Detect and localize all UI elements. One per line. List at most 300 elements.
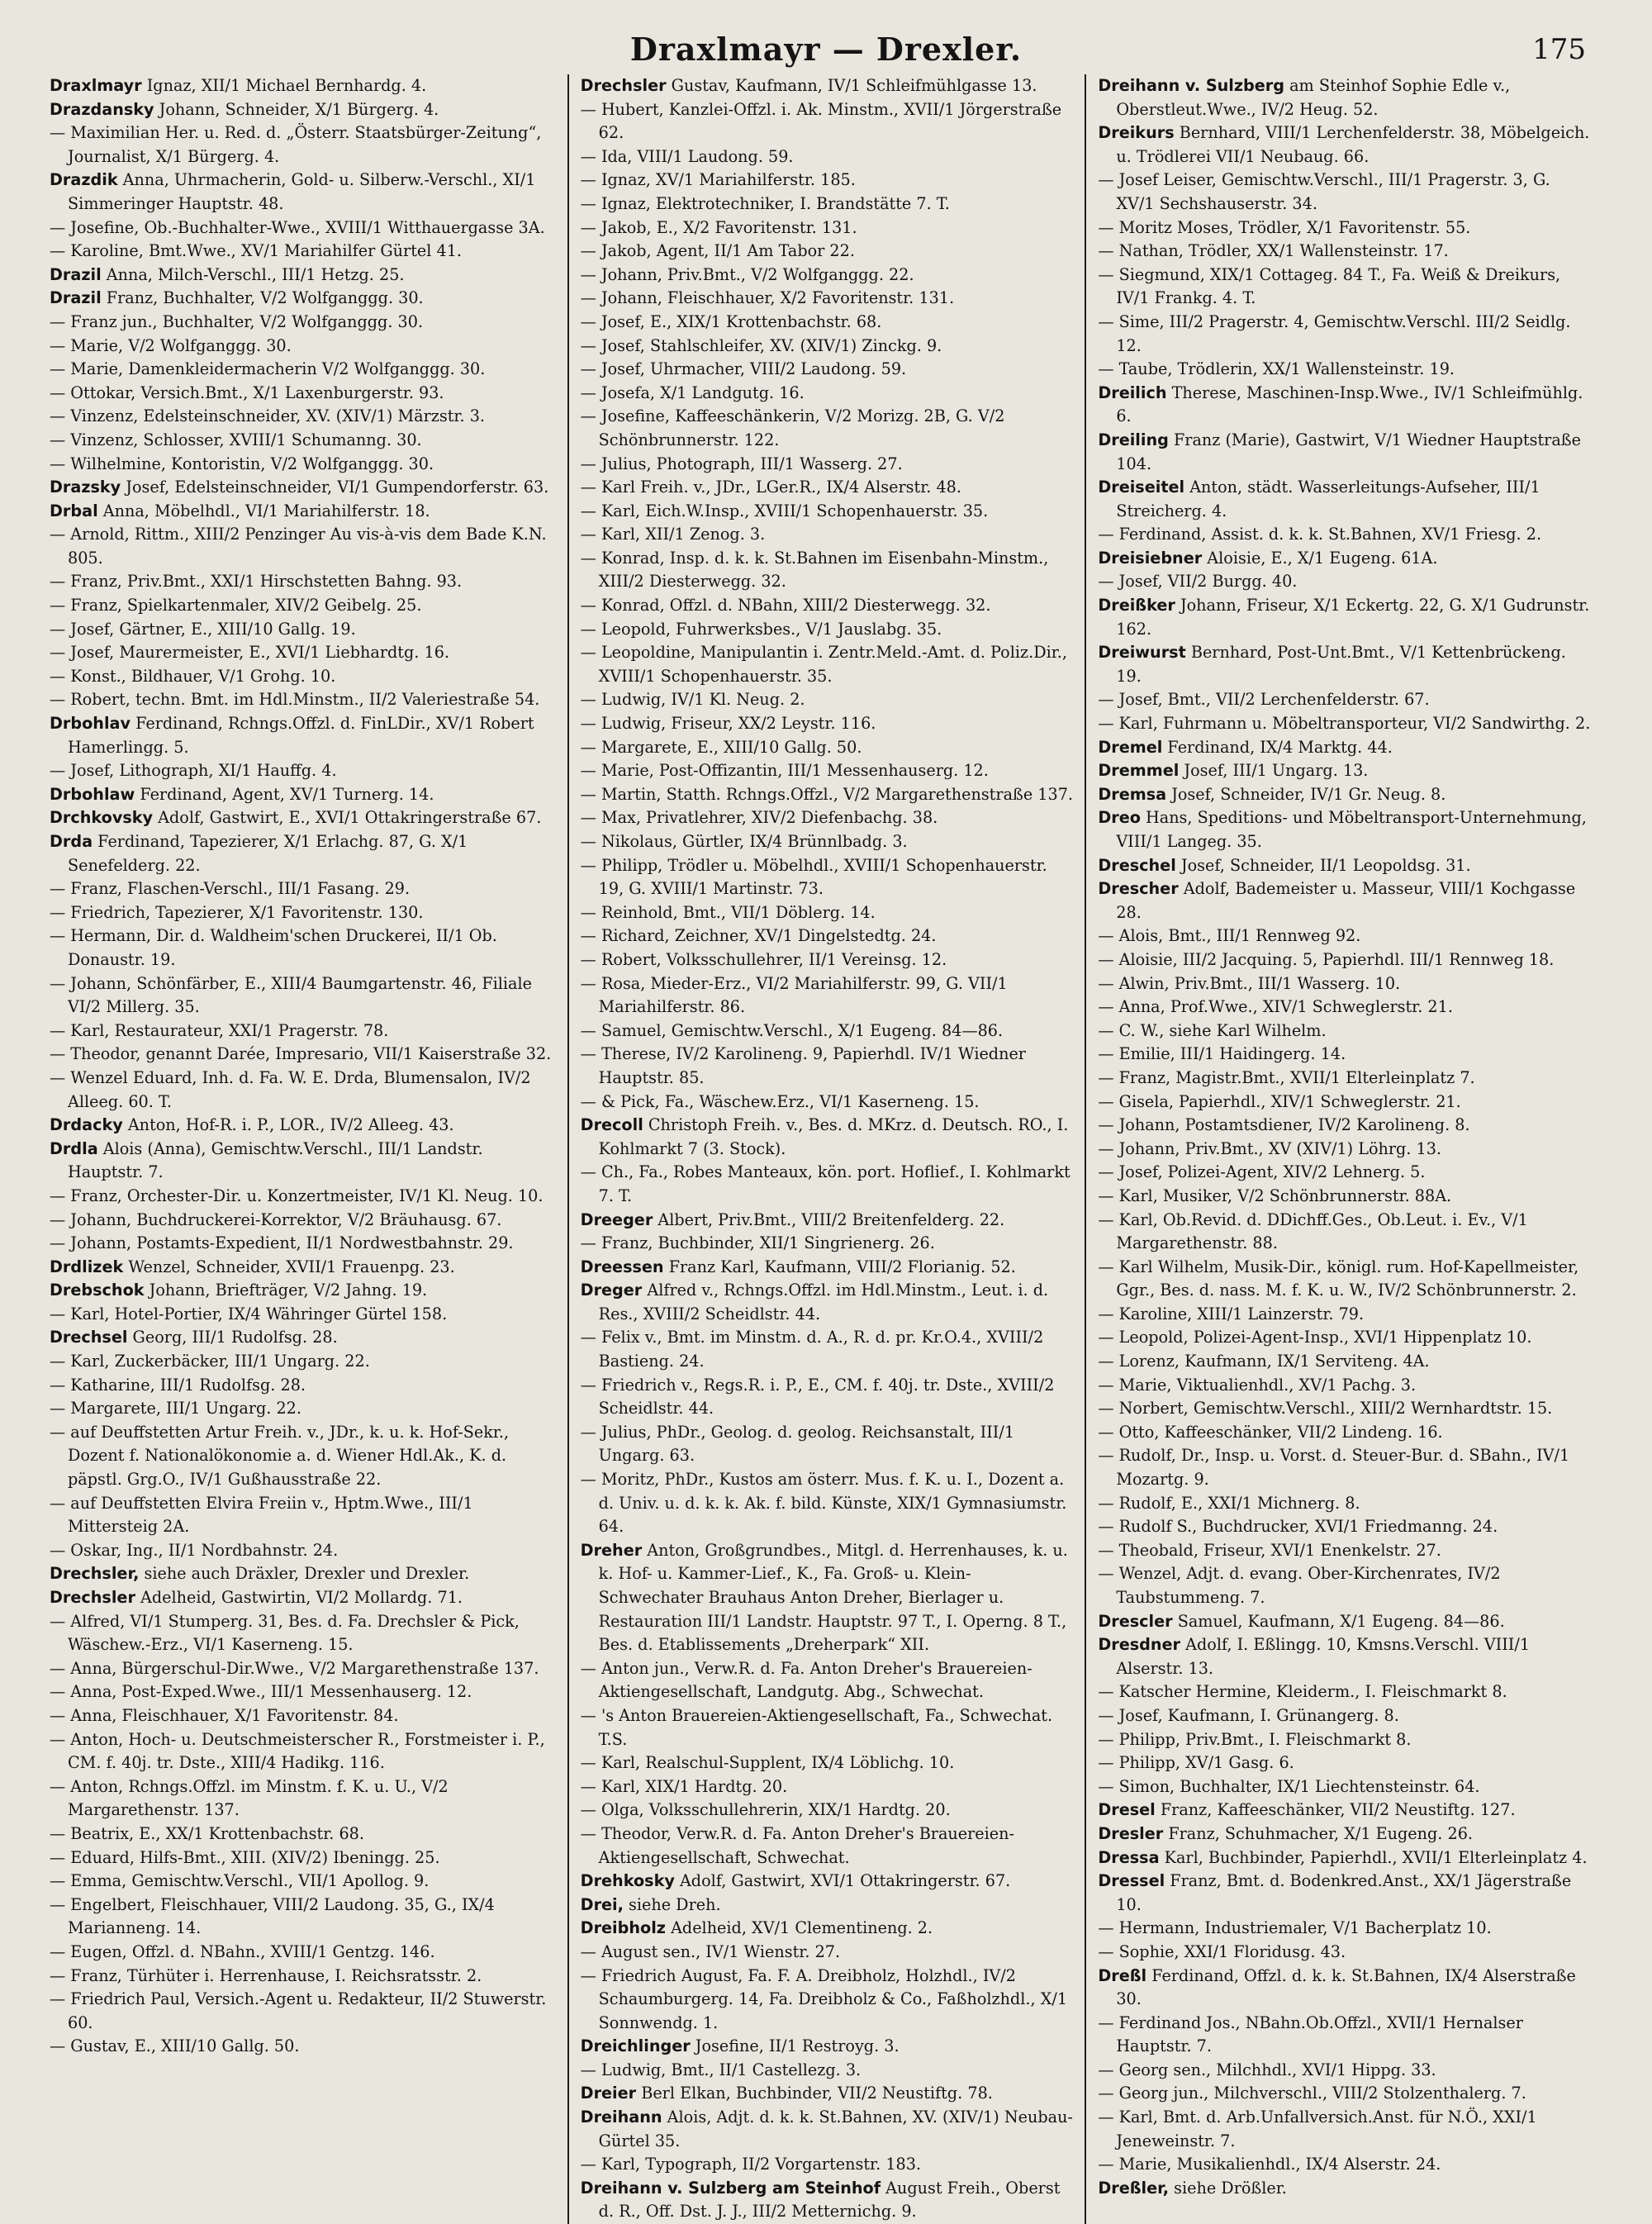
entry-text: Adolf, I. Eßlingg. 10, Kmsns.Verschl. VIII/1 Alserstr. 13. [1116, 1635, 1531, 1678]
directory-entry [50, 1043, 556, 1067]
entry-surname: Dresler [1098, 1823, 1164, 1843]
entry-text: — Anna, Prof.Wwe., XIV/1 Schweglerstr. 21. [1098, 997, 1453, 1017]
entry-surname: Drdacky [50, 1115, 123, 1135]
entry-surname: Drchkovsky [50, 808, 154, 828]
entry-surname: Drazil [50, 264, 102, 284]
entry-surname: Drescher [1098, 879, 1179, 899]
entry-text: — Karl, Fuhrmann u. Möbeltransporteur, VI/2 Sandwirthg. 2. [1098, 714, 1591, 734]
entry-surname: Drei, [580, 1894, 624, 1914]
directory-entry [50, 500, 556, 524]
entry-text: — Franz, Türhüter i. Herrenhause, I. Reichsratsstr. 2. [50, 1965, 482, 1985]
entry-text: — Wenzel Eduard, Inh. d. Fa. W. E. Drda, Blumensalon, IV/2 Alleeg. 60. T. [50, 1067, 531, 1111]
entry-text: — & Pick, Fa., Wäschew.Erz., VI/1 Kaserneng. 15. [580, 1091, 980, 1111]
entry-text: — Hubert, Kanzlei-Offzl. i. Ak. Minstm., XVII/1 Jörgerstraße 62. [580, 99, 1062, 143]
entry-text: — Josefine, Ob.-Buchhalter-Wwe., XVIII/1 Witthauergasse 3A. [50, 217, 545, 237]
directory-entry [581, 1965, 1074, 2036]
entry-text: Aloisie, E., X/1 Eugeng. 61A. [1202, 548, 1438, 568]
entry-text: Alfred v., Rchngs.Offzl. im Hdl.Minstm., Leut. i. d. Res., XVIII/2 Scheidlstr. 44. [598, 1281, 1049, 1323]
entry-text: — Franz, Priv.Bmt., XXI/1 Hirschstetten Bahng. 93. [50, 572, 463, 592]
directory-entry [581, 1256, 1074, 1280]
directory-entry [50, 1586, 556, 1610]
directory-entry [581, 736, 1074, 760]
directory-entry [50, 405, 556, 429]
directory-entry [1098, 74, 1591, 121]
directory-entry [50, 641, 556, 665]
entry-surname: Dreger [580, 1281, 643, 1300]
directory-entry [50, 1350, 556, 1374]
directory-entry [581, 1209, 1074, 1233]
entry-text: Wenzel, Schneider, XVII/1 Frauenpg. 23. [123, 1257, 455, 1276]
entry-surname: Dreeger [580, 1209, 653, 1229]
entry-text: siehe Dreh. [623, 1894, 721, 1914]
directory-entry [50, 1704, 556, 1728]
directory-entry [581, 830, 1074, 854]
directory-entry [581, 759, 1074, 783]
directory-entry [581, 311, 1074, 335]
directory-entry [1098, 1397, 1591, 1421]
entry-text: — Ludwig, Bmt., II/1 Castellezg. 3. [580, 2060, 862, 2079]
entry-text: — Eduard, Hilfs-Bmt., XIII. (XIV/2) Ibeningg. 25. [50, 1847, 440, 1867]
entry-text: — Konst., Bildhauer, V/1 Grohg. 10. [50, 666, 336, 686]
entry-text: Alois, Adjt. d. k. k. St.Bahnen, XV. (XIV/1) Neubau-Gürtel 35. [598, 2108, 1073, 2150]
entry-text: — Aloisie, III/2 Jacquing. 5, Papierhdl. III/1 Rennweg 18. [1098, 949, 1555, 969]
entry-surname: Dreessen [580, 1257, 664, 1276]
entry-text: — Philipp, Priv.Bmt., I. Fleischmarkt 8. [1098, 1729, 1412, 1749]
entry-text: Adelheid, XV/1 Clementineng. 2. [665, 1918, 933, 1938]
directory-entry [1098, 1799, 1591, 1822]
entry-surname: Dreihann [580, 2108, 662, 2127]
directory-entry [50, 1138, 556, 1185]
directory-entry [581, 500, 1074, 524]
directory-entry [581, 854, 1074, 901]
directory-entry [50, 1965, 556, 1989]
directory-entry [1098, 2177, 1591, 2201]
entry-text: — Ignaz, XV/1 Mariahilferstr. 185. [580, 170, 856, 190]
entry-text: — Samuel, Gemischtw.Verschl., X/1 Eugeng. 84—86. [580, 1020, 1004, 1040]
directory-entry [50, 1870, 556, 1894]
entry-text: Bernhard, VIII/1 Lerchenfelderstr. 38, Möbelgeich. u. Trödlerei VII/1 Neubaug. 66. [1116, 123, 1590, 166]
directory-entry [50, 1610, 556, 1657]
entry-text: Adolf, Bademeister u. Masseur, VIII/1 Kochgasse 28. [1116, 879, 1576, 922]
entry-text: — Eugen, Offzl. d. NBahn., XVIII/1 Gentzg. 146. [50, 1941, 435, 1961]
entry-text: — Siegmund, XIX/1 Cottageg. 84 T., Fa. Weiß & Dreikurs, IV/1 Frankg. 4. T. [1098, 264, 1561, 308]
entry-text: — Martin, Statth. Rchngs.Offzl., V/2 Margarethenstraße 137. [580, 784, 1073, 804]
directory-entry [1098, 854, 1591, 878]
directory-entry [50, 901, 556, 925]
entry-text: — Therese, IV/2 Karolineng. 9, Papierhdl. IV/1 Wiedner Hauptstr. 85. [580, 1044, 1026, 1087]
directory-entry [1098, 594, 1591, 641]
entry-surname: Drechsler [580, 76, 667, 95]
entry-text: — Reinhold, Bmt., VII/1 Döblerg. 14. [580, 902, 876, 922]
directory-entry [1098, 1138, 1591, 1162]
directory-entry [1098, 688, 1591, 712]
entry-text: — Felix v., Bmt. im Minstm. d. A., R. d. pr. Kr.O.4., XVIII/2 Bastieng. 24. [580, 1328, 1044, 1371]
entry-text: — Georg jun., Milchverschl., VIII/2 Stolzenthalerg. 7. [1098, 2084, 1526, 2103]
directory-entry [1098, 1303, 1591, 1327]
entry-text: Anton, Großgrundbes., Mitgl. d. Herrenhauses, k. u. k. Hof- u. Kammer-Lief., K., Fa. Groß- u. Klein-Schwechater Brauhaus Anton Dreher, Bierlager u. Restauration III/1 Landstr. Hauptstr. 97 T., I. Operng. 8 T., Bes. d. Etablissements „Dreherpark“ XII. [598, 1540, 1068, 1655]
directory-entry [1098, 948, 1591, 972]
directory-entry [581, 783, 1074, 807]
entry-text: — auf Deuffstetten Elvira Freiin v., Hptm.Wwe., III/1 Mittersteig 2A. [50, 1493, 473, 1537]
entry-text: Adolf, Gastwirt, XVI/1 Ottakringerstr. 67. [674, 1871, 1011, 1891]
entry-text: Ignaz, XII/1 Michael Bernhardg. 4. [141, 76, 427, 95]
entry-surname: Dreichlinger [580, 2036, 691, 2056]
directory-entry [50, 972, 556, 1019]
entry-text: — Karoline, XIII/1 Lainzerstr. 79. [1098, 1304, 1365, 1323]
directory-entry [581, 688, 1074, 712]
entry-surname: Dreiling [1098, 430, 1169, 449]
directory-entry [1098, 382, 1591, 429]
directory-entry [1098, 1043, 1591, 1067]
directory-entry [1098, 547, 1591, 571]
entry-text: Georg, III/1 Rudolfsg. 28. [127, 1328, 338, 1347]
entry-text: — Josef, Bmt., VII/2 Lerchenfelderstr. 67. [1098, 690, 1430, 710]
entry-text: — Johann, Postamts-Expedient, II/1 Nordwestbahnstr. 29. [50, 1233, 514, 1253]
entry-text: — Richard, Zeichner, XV/1 Dingelstedtg. 24. [580, 926, 937, 946]
directory-entry [50, 169, 556, 216]
entry-text: — Marie, Damenkleidermacherin V/2 Wolfganggg. 30. [50, 359, 486, 379]
entry-text: — Wenzel, Adjt. d. evang. Ober-Kirchenrates, IV/2 Taubstummeng. 7. [1098, 1564, 1501, 1607]
entry-surname: Dreisiebner [1098, 548, 1203, 568]
entry-text: — Josefa, X/1 Landgutg. 16. [580, 383, 805, 402]
directory-entry [581, 405, 1074, 452]
directory-entry [50, 311, 556, 335]
entry-surname: Drecoll [580, 1115, 643, 1135]
directory-entry [50, 1822, 556, 1846]
directory-entry [581, 547, 1074, 594]
directory-entry [1098, 121, 1591, 169]
entry-surname: Drehkosky [580, 1871, 675, 1891]
entry-text: — Karl Wilhelm, Musik-Dir., königl. rum. Hof-Kapellmeister, Ggr., Bes. d. nass. M. f. K. u. W., IV/2 Schönbrunnerstr. 2. [1098, 1257, 1579, 1300]
entry-text: Franz Karl, Kaufmann, VIII/2 Florianig. 52. [663, 1257, 1016, 1276]
directory-entry [581, 382, 1074, 406]
directory-entry [581, 240, 1074, 264]
directory-entry [1098, 1965, 1591, 2012]
entry-text: Bernhard, Post-Unt.Bmt., V/1 Kettenbrückeng. 19. [1116, 643, 1566, 686]
directory-entry [1098, 1610, 1591, 1634]
directory-entry [1098, 641, 1591, 688]
entry-text: — 's Anton Brauereien-Aktiengesellschaft, Fa., Schwechat. T.S. [580, 1705, 1053, 1749]
directory-entry [50, 2035, 556, 2059]
directory-entry [581, 1468, 1074, 1539]
entry-text: — Moritz, PhDr., Kustos am österr. Mus. f. K. u. I., Dozent a. d. Univ. u. d. k. k. Ak. f. bild. Künste, XIX/1 Gymnasiumstr. 64. [580, 1470, 1067, 1537]
directory-entry [581, 972, 1074, 1019]
entry-text: — Friedrich v., Regs.R. i. P., E., CM. f. 40j. tr. Dste., XVIII/2 Scheidlstr. 44. [580, 1375, 1055, 1419]
entry-surname: Drechsler, [50, 1564, 140, 1584]
directory-entry [1098, 1562, 1591, 1609]
entry-text: — August sen., IV/1 Wienstr. 27. [580, 1941, 841, 1961]
entry-text: — Friedrich August, Fa. F. A. Dreibholz, Holzhdl., IV/2 Schaumburgerg. 14, Fa. Dreibholz & Co., Faßholzhdl., X/1 Sonnwendg. 1. [580, 1965, 1068, 2032]
entry-surname: Dremsa [1098, 784, 1167, 804]
directory-entry [50, 1019, 556, 1043]
entry-text: — Katharine, III/1 Rudolfsg. 28. [50, 1375, 306, 1395]
entry-text: — Karl Freih. v., JDr., LGer.R., IX/4 Alserstr. 48. [580, 478, 961, 497]
entry-text: Ferdinand, IX/4 Marktg. 44. [1162, 737, 1393, 757]
directory-entry [1098, 1941, 1591, 1965]
directory-entry [581, 641, 1074, 688]
entry-text: Hans, Speditions- und Möbeltransport-Unternehmung, VIII/1 Langeg. 35. [1116, 808, 1587, 851]
entry-surname: Dreo [1098, 808, 1141, 828]
directory-entry [581, 924, 1074, 948]
directory-entry [1098, 1019, 1591, 1043]
entry-text: — Ch., Fa., Robes Manteaux, kön. port. Hoflief., I. Kohlmarkt 7. T. [580, 1162, 1070, 1205]
directory-entry [50, 1114, 556, 1138]
directory-entry [1098, 264, 1591, 311]
entry-text: — Norbert, Gemischtw.Verschl., XIII/2 Wernhardtstr. 15. [1098, 1399, 1553, 1419]
column-3 [1085, 74, 1602, 2224]
entry-text: — Moritz Moses, Trödler, X/1 Favoritenstr. 55. [1098, 217, 1471, 237]
directory-entry [581, 1279, 1074, 1326]
entry-text: — Lorenz, Kaufmann, IX/1 Serviteng. 4A. [1098, 1352, 1430, 1371]
directory-entry [1098, 1161, 1591, 1185]
directory-entry [50, 1988, 556, 2035]
directory-entry [50, 240, 556, 264]
entry-text: Ferdinand, Rchngs.Offzl. d. FinLDir., XV/1 Robert Hamerlingg. 5. [68, 714, 534, 757]
entry-text: Johann, Friseur, X/1 Eckertg. 22, G. X/1 Gudrunstr. 162. [1116, 596, 1590, 639]
directory-entry [50, 570, 556, 594]
entry-text: — Leopoldine, Manipulantin i. Zentr.Meld.-Amt. d. Poliz.Dir., XVIII/1 Schopenhauerstr. 35. [580, 643, 1067, 686]
entry-text: Franz, Buchhalter, V/2 Wolfganggg. 30. [101, 288, 424, 308]
directory-entry [581, 2082, 1074, 2106]
directory-entry [1098, 358, 1591, 382]
directory-entry [1098, 1114, 1591, 1138]
entry-text: Albert, Priv.Bmt., VIII/2 Breitenfelderg. 22. [653, 1209, 1005, 1229]
directory-entry [50, 1894, 556, 1941]
entry-text: — Hermann, Industriemaler, V/1 Bacherplatz 10. [1098, 1918, 1492, 1938]
entry-surname: Dremel [1098, 737, 1163, 757]
directory-entry [1098, 1444, 1591, 1491]
directory-entry [581, 1421, 1074, 1468]
directory-entry [581, 1539, 1074, 1657]
entry-text: Josef, Schneider, IV/1 Gr. Neug. 8. [1166, 784, 1446, 804]
directory-entry [1098, 1751, 1591, 1775]
directory-entry [581, 1894, 1074, 1917]
entry-text: — Josef, Stahlschleifer, XV. (XIV/1) Zinckg. 9. [580, 335, 942, 355]
directory-entry [581, 1870, 1074, 1894]
directory-entry [50, 74, 556, 98]
entry-text: — Max, Privatlehrer, XIV/2 Diefenbachg. 38. [580, 808, 938, 828]
directory-entry [1098, 1539, 1591, 1563]
entry-surname: Drbal [50, 501, 98, 520]
directory-entry [1098, 2106, 1591, 2153]
directory-entry [581, 1326, 1074, 1373]
directory-entry [1098, 1633, 1591, 1680]
entry-text: Anna, Möbelhdl., VI/1 Mariahilferstr. 18. [97, 501, 430, 520]
entry-text: Franz, Schuhmacher, X/1 Eugeng. 26. [1163, 1823, 1474, 1843]
entry-text: — Franz, Flaschen-Verschl., III/1 Fasang. 29. [50, 879, 411, 899]
directory-entry [1098, 240, 1591, 264]
directory-entry [1098, 736, 1591, 760]
entry-surname: Dreihann v. Sulzberg [1098, 76, 1284, 95]
entry-text: — Karl, Musiker, V/2 Schönbrunnerstr. 88A. [1098, 1186, 1452, 1205]
directory-entry [581, 476, 1074, 500]
entry-text: — Josef, Gärtner, E., XIII/10 Gallg. 19. [50, 619, 356, 639]
directory-entry [581, 169, 1074, 192]
entry-text: — Ignaz, Elektrotechniker, I. Brandstätte 7. T. [580, 193, 950, 213]
entry-text: — Emilie, III/1 Haidingerg. 14. [1098, 1044, 1346, 1064]
entry-surname: Dreilich [1098, 383, 1167, 402]
directory-entry [50, 877, 556, 901]
entry-surname: Drbohlaw [50, 784, 135, 804]
entry-text: — Franz, Magistr.Bmt., XVII/1 Elterleinplatz 7. [1098, 1067, 1475, 1087]
entry-text: — Franz, Buchbinder, XII/1 Singrienerg. 26. [580, 1233, 935, 1253]
entry-text: — Theodor, genannt Darée, Impresario, VII/1 Kaiserstraße 32. [50, 1044, 552, 1064]
entry-text: — Karl, Bmt. d. Arb.Unfallversich.Anst. für N.Ö., XXI/1 Jeneweinstr. 7. [1098, 2108, 1537, 2150]
entry-surname: Drazsky [50, 478, 121, 497]
entry-text: — Johann, Fleischhauer, X/2 Favoritenstr. 131. [580, 288, 955, 308]
directory-entry [1098, 1822, 1591, 1846]
directory-entry [581, 453, 1074, 477]
entry-text: — Philipp, Trödler u. Möbelhdl., XVIII/1 Schopenhauerstr. 19, G. XVIII/1 Martinstr. 73. [580, 855, 1047, 899]
entry-surname: Dremmel [1098, 761, 1180, 781]
entry-surname: Dreiwurst [1098, 643, 1186, 663]
directory-entry [50, 287, 556, 311]
directory-entry [1098, 1846, 1591, 1870]
entry-text: — Sophie, XXI/1 Floridusg. 43. [1098, 1941, 1346, 1961]
directory-entry [50, 1941, 556, 1965]
directory-entry [1098, 783, 1591, 807]
entry-text: — Rudolf S., Buchdrucker, XVI/1 Friedmanng. 24. [1098, 1517, 1498, 1537]
directory-entry [50, 688, 556, 712]
directory-entry [581, 1232, 1074, 1256]
entry-text: — Oskar, Ing., II/1 Nordbahnstr. 24. [50, 1540, 339, 1560]
entry-text: — Marie, Post-Offizantin, III/1 Messenhauserg. 12. [580, 761, 989, 781]
entry-text: — Rudolf, E., XXI/1 Michnerg. 8. [1098, 1493, 1360, 1513]
directory-entry [581, 216, 1074, 240]
entry-text: — Anton jun., Verw.R. d. Fa. Anton Dreher's Brauereien-Aktiengesellschaft, Landgutg. Abg., Schwechat. [580, 1658, 1032, 1702]
entry-surname: Dreikurs [1098, 123, 1175, 143]
entry-text: — Ferdinand Jos., NBahn.Ob.Offzl., XVII/1 Hernalser Hauptstr. 7. [1098, 2013, 1523, 2056]
entry-surname: Dressa [1098, 1847, 1160, 1867]
entry-text: — Karl, Ob.Revid. d. DDichff.Ges., Ob.Leut. i. Ev., V/1 Margarethenstr. 88. [1098, 1209, 1528, 1253]
directory-entry [50, 1397, 556, 1421]
directory-entry [1098, 712, 1591, 736]
directory-entry [1098, 1704, 1591, 1728]
entry-text: — Jakob, Agent, II/1 Am Tabor 22. [580, 241, 855, 261]
entry-surname: Drechsler [50, 1588, 135, 1607]
directory-entry [50, 1185, 556, 1209]
directory-entry [50, 216, 556, 240]
entry-text: Josefine, II/1 Restroyg. 3. [690, 2036, 900, 2056]
directory-entry [1098, 972, 1591, 996]
directory-entry [581, 2035, 1074, 2059]
directory-entry [50, 830, 556, 877]
directory-entry [1098, 806, 1591, 853]
directory-entry [1098, 1515, 1591, 1539]
directory-entry [581, 145, 1074, 169]
entry-text: — Marie, Viktualienhdl., XV/1 Pachg. 3. [1098, 1375, 1417, 1395]
directory-entry [1098, 1421, 1591, 1445]
directory-entry [1098, 2059, 1591, 2083]
entry-text: — Anna, Post-Exped.Wwe., III/1 Messenhauserg. 12. [50, 1682, 472, 1702]
entry-text: — Ida, VIII/1 Laudong. 59. [580, 146, 794, 166]
directory-entry [581, 1161, 1074, 1208]
directory-entry [581, 1775, 1074, 1799]
directory-entry [50, 523, 556, 570]
entry-text: — Robert, techn. Bmt. im Hdl.Minstm., II/2 Valeriestraße 54. [50, 690, 540, 710]
directory-entry [1098, 1492, 1591, 1516]
directory-entry [50, 665, 556, 689]
entry-surname: Dresel [1098, 1800, 1156, 1820]
directory-entry [581, 1941, 1074, 1965]
directory-entry [1098, 877, 1591, 924]
entry-surname: Drazdansky [50, 99, 154, 119]
entry-text: Ferdinand, Tapezierer, X/1 Erlachg. 87, G. X/1 Senefelderg. 22. [68, 832, 468, 875]
directory-entry [50, 1232, 556, 1256]
entry-text: — Simon, Buchhalter, IX/1 Liechtensteinstr. 64. [1098, 1776, 1480, 1796]
entry-text: — Anton, Rchngs.Offzl. im Minstm. f. K. u. U., V/2 Margarethenstr. 137. [50, 1776, 449, 1820]
entry-text: — Emma, Gemischtw.Verschl., VII/1 Apollog. 9. [50, 1871, 430, 1891]
entry-text: Josef, Schneider, II/1 Leopoldsg. 31. [1175, 855, 1471, 875]
entry-surname: Dreißker [1098, 596, 1175, 615]
entry-surname: Drebschok [50, 1281, 145, 1300]
directory-entry [1098, 1728, 1591, 1752]
directory-entry [581, 1657, 1074, 1704]
entry-text: — Leopold, Polizei-Agent-Insp., XVI/1 Hippenplatz 10. [1098, 1328, 1532, 1347]
entry-text: — Johann, Priv.Bmt., XV (XIV/1) Löhrg. 13. [1098, 1138, 1442, 1158]
directory-entry [50, 1421, 556, 1492]
directory-entry [581, 901, 1074, 925]
entry-surname: Dresdner [1098, 1635, 1181, 1655]
entry-text: — Ferdinand, Assist. d. k. k. St.Bahnen, XV/1 Friesg. 2. [1098, 525, 1542, 544]
entry-text: — Karl, Restaurateur, XXI/1 Pragerstr. 78. [50, 1020, 389, 1040]
column-1 [50, 74, 567, 2224]
entry-text: Alois (Anna), Gemischtw.Verschl., III/1 Landstr. Hauptstr. 7. [68, 1138, 483, 1182]
directory-entry [1098, 2153, 1591, 2177]
entry-surname: Drdla [50, 1138, 98, 1158]
entry-text: Gustav, Kaufmann, IV/1 Schleifmühlgasse 13. [666, 76, 1037, 95]
entry-text: — Franz jun., Buchhalter, V/2 Wolfganggg. 30. [50, 311, 424, 331]
directory-entry [581, 594, 1074, 618]
entry-text: — Rudolf, Dr., Insp. u. Vorst. d. Steuer-Bur. d. SBahn., IV/1 Mozartg. 9. [1098, 1446, 1570, 1490]
directory-entry [581, 1374, 1074, 1421]
entry-text: — Josefine, Kaffeeschänkerin, V/2 Morizg. 2B, G. V/2 Schönbrunnerstr. 122. [580, 406, 1005, 449]
entry-text: — Theodor, Verw.R. d. Fa. Anton Dreher's Brauereien-Aktiengesellschaft, Schwechat. [580, 1823, 1014, 1867]
directory-entry [581, 1799, 1074, 1822]
entry-text: Anton, Hof-R. i. P., LOR., IV/2 Alleeg. 43. [122, 1115, 454, 1135]
directory-entry [50, 1256, 556, 1280]
entry-surname: Dreßl [1098, 1965, 1147, 1985]
directory-entry [581, 1043, 1074, 1090]
entry-text: — Konrad, Insp. d. k. k. St.Bahnen im Eisenbahn-Minstm., XIII/2 Diesterwegg. 32. [580, 548, 1049, 592]
entry-text: Johann, Schneider, X/1 Bürgerg. 4. [154, 99, 439, 119]
directory-entry [50, 1326, 556, 1350]
directory-entry [1098, 1256, 1591, 1303]
directory-entry [1098, 924, 1591, 948]
column-2 [567, 74, 1085, 2224]
directory-entry [50, 1279, 556, 1303]
directory-entry [581, 1822, 1074, 1870]
entry-text: — Josef, Maurermeister, E., XVI/1 Liebhardtg. 16. [50, 643, 449, 663]
entry-text: — Olga, Volksschullehrerin, XIX/1 Hardtg. 20. [580, 1800, 951, 1820]
entry-text: — Friedrich Paul, Versich.-Agent u. Redakteur, II/2 Stuwerstr. 60. [50, 1989, 547, 2032]
entry-surname: Dreßler, [1098, 2178, 1170, 2198]
entry-text: — Theobald, Friseur, XVI/1 Enenkelstr. 27. [1098, 1540, 1441, 1560]
entry-text: — Beatrix, E., XX/1 Krottenbachstr. 68. [50, 1823, 364, 1843]
entry-text: — Anton, Hoch- u. Deutschmeisterscher R., Forstmeister i. P., CM. f. 40j. tr. Dste., XIII/4 Hadikg. 116. [50, 1729, 545, 1773]
entry-text: — Josef, Kaufmann, I. Grünangerg. 8. [1098, 1705, 1399, 1725]
directory-entry [581, 264, 1074, 288]
directory-entry [581, 335, 1074, 359]
entry-text: — Karl, XIX/1 Hardtg. 20. [580, 1776, 788, 1796]
entry-text: am Steinhof Sophie Edle v., Oberstleut.Wwe., IV/2 Heug. 52. [1116, 76, 1511, 119]
directory-entry [50, 1775, 556, 1822]
directory-entry [1098, 1185, 1591, 1209]
directory-entry [1098, 1326, 1591, 1350]
entry-text: Josef, III/1 Ungarg. 13. [1179, 761, 1369, 781]
entry-text: — Julius, PhDr., Geolog. d. geolog. Reichsanstalt, III/1 Ungarg. 63. [580, 1422, 1015, 1466]
entry-surname: Draxlmayr [50, 76, 142, 95]
